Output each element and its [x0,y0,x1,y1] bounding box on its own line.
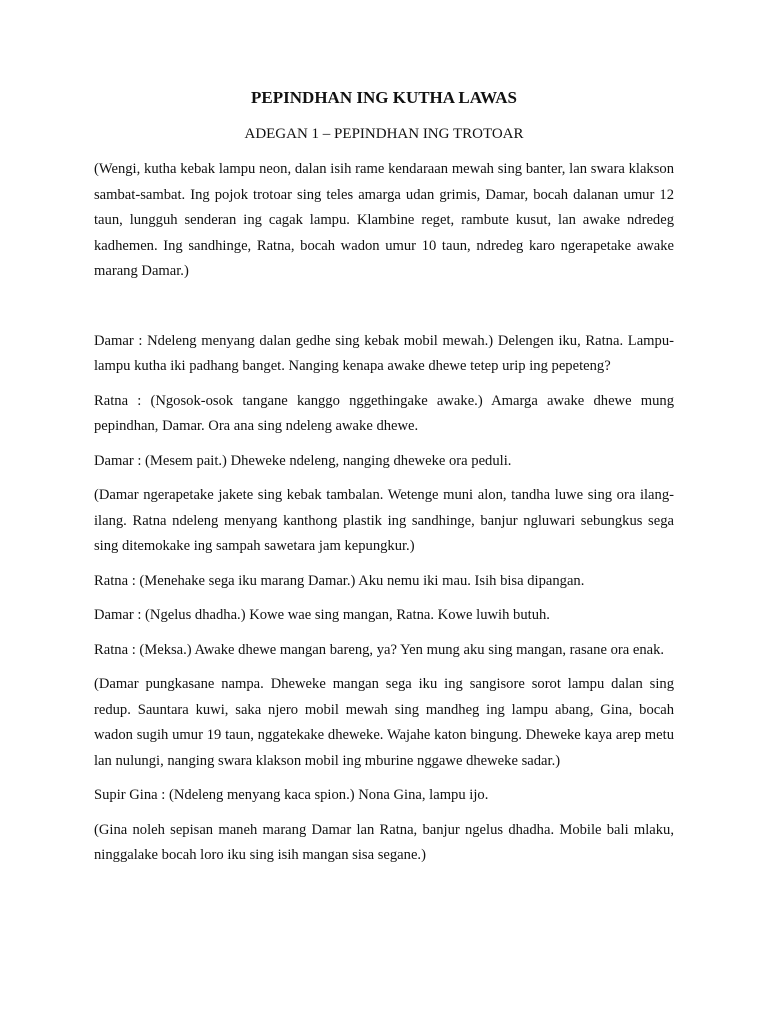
dialogue-line: Damar : (Mesem pait.) Dheweke ndeleng, nanging dheweke ora peduli. [94,452,512,469]
scene-heading: ADEGAN 1 – PEPINDHAN ING TROTOAR [244,126,524,142]
stage-direction: (Damar pungkasane nampa. Dheweke mangan sega iku ing sangisore sorot lampu dalan sing redup. Sauntara kuwi, saka njero mobil mewah sing mandheg ing lampu abang, Gina, bocah wadon sugih umur 19 taun, nggatekake dheweke. Wajahe katon bingung. Dheweke kaya arep metu lan nulungi, nanging swara klakson mobil ing mburine nggawe dheweke sadar.) [94,676,674,769]
dialogue-line: Supir Gina : (Ndeleng menyang kaca spion.) Nona Gina, lampu ijo. [94,787,489,803]
dialogue-line: Ratna : (Ngosok-osok tangane kanggo nggethingake awake.) Amarga awake dhewe mung pepindhan, Damar. Ora ana sing ndeleng awake dhewe. [94,392,674,434]
blank-space [94,294,674,329]
document-title: PEPINDHAN ING KUTHA LAWAS [251,88,517,107]
dialogue-line: Ratna : (Menehake sega iku marang Damar.) Aku nemu iki mau. Isih bisa dipangan. [94,572,585,589]
dialogue-line: Damar : Ndeleng menyang dalan gedhe sing kebak mobil mewah.) Delengen iku, Ratna. Lampu-lampu kutha iki padhang banget. Nanging kenapa awake dhewe tetep urip ing pepeteng? [94,332,674,374]
stage-direction: (Wengi, kutha kebak lampu neon, dalan isih rame kendaraan mewah sing banter, lan swara klakson sambat-sambat. Ing pojok trotoar sing teles amarga udan grimis, Damar, bocah dalanan umur 12 taun, lungguh senderan ing cagak lampu. Klambine reget, rambute kusut, lan awake ndredeg kadhemen. Ing sandhinge, Ratna, bocah wadon umur 10 taun, ndredeg karo ngerapetake awake marang Damar.) [94,161,674,279]
dialogue-line: Damar : (Ngelus dhadha.) Kowe wae sing mangan, Ratna. Kowe luwih butuh. [94,607,550,623]
stage-direction: (Gina noleh sepisan maneh marang Damar lan Ratna, banjur ngelus dhadha. Mobile bali mlaku, ninggalake bocah loro iku sing isih mangan sisa segane.) [94,821,674,863]
dialogue-line: Ratna : (Meksa.) Awake dhewe mangan bareng, ya? Yen mung aku sing mangan, rasane ora enak. [94,641,665,658]
document-body [94,157,674,878]
stage-direction: (Damar ngerapetake jakete sing kebak tambalan. Wetenge muni alon, tandha luwe sing ora ilang-ilang. Ratna ndeleng menyang kanthong plastik ing sandhinge, banjur ngluwari sebungkus sega sing ditemokake ing sampah sawetara jam kepungkur.) [94,487,674,554]
